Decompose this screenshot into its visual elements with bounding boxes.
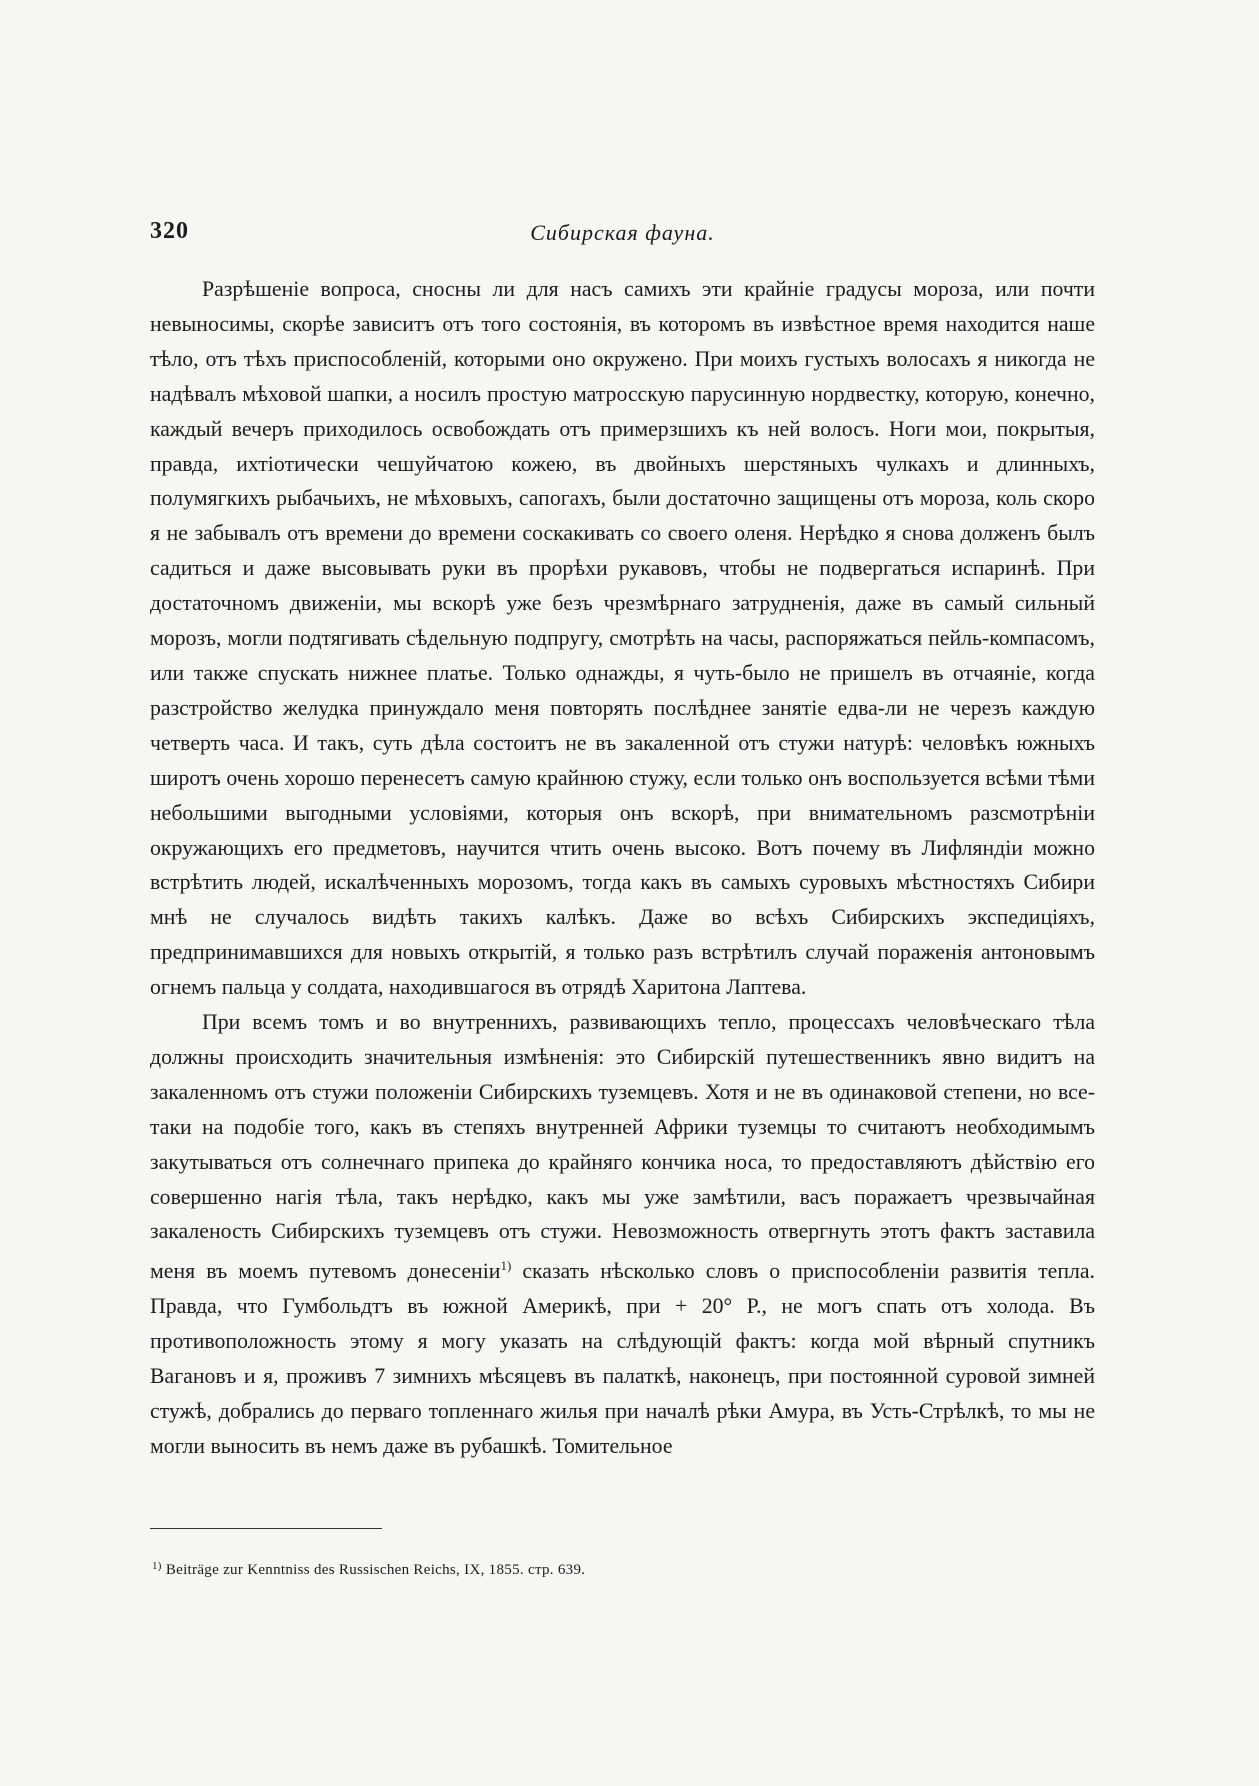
running-title: Сибирская фауна. (530, 220, 715, 245)
footnote (152, 1560, 952, 1579)
footnote-divider (150, 1528, 382, 1529)
paragraph-2-text-before-ref: При всемъ томъ и во внутреннихъ, развивающихъ тепло, процессахъ человѣческаго тѣла должны происходить значительныя измѣненія: это Сибирскій путешественникъ явно видитъ на закаленномъ отъ стужи положеніи Сибирскихъ туземцевъ. Хотя и не въ одинаковой степени, но все-таки на подобіе того, какъ въ степяхъ внутренней Африки туземцы то считаютъ необходимымъ закутываться отъ солнечнаго припека до крайняго кончика носа, то предоставляютъ дѣйствію его совершенно нагія тѣла, такъ нерѣдко, какъ мы уже замѣтили, васъ поражаетъ чрезвычайная закаленость Сибирскихъ туземцевъ отъ стужи. Невозможность отвергнуть этотъ фактъ заставила меня въ моемъ путевомъ донесеніи (150, 1010, 1095, 1284)
paragraph-1: Разрѣшеніе вопроса, сносны ли для насъ самихъ эти крайніе градусы мороза, или почти невыносимы, скорѣе зависитъ отъ того состоянія, въ которомъ въ извѣстное время находится наше тѣло, отъ тѣхъ приспособленій, которыми оно окружено. При моихъ густыхъ волосахъ я никогда не надѣвалъ мѣховой шапки, а носилъ простую матросскую парусинную нордвестку, которую, конечно, каждый вечеръ приходилось освобождать отъ примерзшихъ къ ней волосъ. Ноги мои, покрытыя, правда, ихтіотически чешуйчатою кожею, въ двойныхъ шерстяныхъ чулкахъ и длинныхъ, полумягкихъ рыбачьихъ, не мѣховыхъ, сапогахъ, были достаточно защищены отъ мороза, коль скоро я не забывалъ отъ времени до времени соскакивать со своего оленя. Нерѣдко я снова долженъ былъ садиться и даже высовывать руки въ прорѣхи рукавовъ, чтобы не подвергаться испаринѣ. При достаточномъ движеніи, мы вскорѣ уже безъ чрезмѣрнаго затрудненія, даже въ самый сильный морозъ, могли подтягивать сѣдельную подпругу, смотрѣть на часы, распоряжаться пейль-компасомъ, или также спускать нижнее платье. Только однажды, я чуть-было не пришелъ въ отчаяніе, когда разстройство желудка принуждало меня повторять послѣднее занятіе едва-ли не черезъ каждую четверть часа. И такъ, суть дѣла состоитъ не въ закаленной отъ стужи натурѣ: человѣкъ южныхъ широтъ очень хорошо перенесетъ самую крайнюю стужу, если только онъ воспользуется всѣми тѣми небольшими выгодными условіями, которыя онъ вскорѣ, при внимательномъ разсмотрѣніи окружающихъ его предметовъ, научится чтить очень высоко. Вотъ почему въ Лифляндіи можно встрѣтить людей, искалѣченныхъ морозомъ, тогда какъ въ самыхъ суровыхъ мѣстностяхъ Сибири мнѣ не случалось видѣть такихъ калѣкъ. Даже во всѣхъ Сибирскихъ экспедиціяхъ, предпринимавшихся для новыхъ открытій, я только разъ встрѣтилъ случай пораженія антоновымъ огнемъ пальца у солдата, находившагося въ отрядѣ Харитона Лаптева. (150, 277, 1095, 1000)
page-number: 320 (150, 218, 189, 244)
page-header (150, 218, 1095, 258)
paragraph-2 (150, 1005, 1095, 1464)
body-text (150, 272, 1095, 1464)
footnote-mark: 1) (152, 1560, 162, 1572)
footnote-reference-mark: 1) (500, 1258, 512, 1274)
paragraph-2-text-after-ref: сказать нѣсколько словъ о приспособленіи развитія тепла. Правда, что Гумбольдтъ въ южной Америкѣ, при + 20° Р., не могъ спать отъ холода. Въ противоположность этому я могу указать на слѣдующій фактъ: когда мой вѣрный спутникъ Вагановъ и я, проживъ 7 зимнихъ мѣсяцевъ въ палаткѣ, наконецъ, при постоянной суровой зимней стужѣ, добрались до перваго топленнаго жилья при началѣ рѣки Амура, въ Усть-Стрѣлкѣ, то мы не могли выносить въ немъ даже въ рубашкѣ. Томительное (150, 1259, 1095, 1458)
footnote-text: Beiträge zur Kenntniss des Russischen Reichs, IX, 1855. стр. 639. (165, 1562, 586, 1578)
